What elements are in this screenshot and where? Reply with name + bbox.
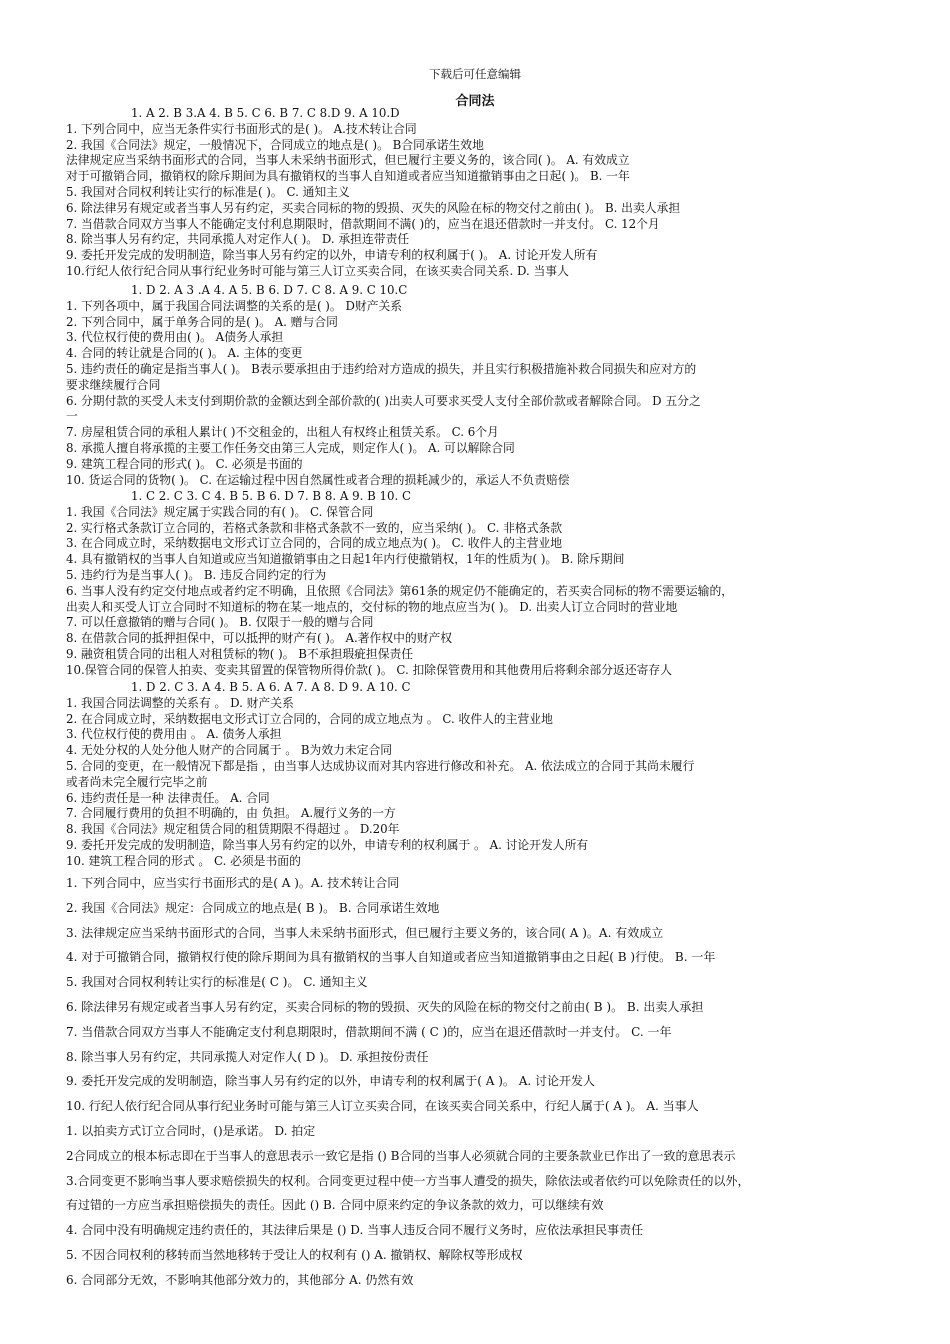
question-line: 2合同成立的根本标志即在于当事人的意思表示一致它是指 () B合同的当事人必须就合同的主要条款业已作出了一致的意思表示 [66, 1148, 736, 1163]
question-line: 3. 在合同成立时，采纳数据电文形式订立合同的，合同的成立地点为( )。 C. 收件人的主营业地 [66, 536, 563, 551]
document-title: 合同法 [455, 94, 495, 109]
question-line: 法律规定应当采纳书面形式的合同，当事人未采纳书面形式，但已履行主要义务的，该合同( )。 A. 有效成立 [66, 153, 630, 168]
question-line: 8. 在借款合同的抵押担保中，可以抵押的财产有( )。 A.著作权中的财产权 [66, 631, 453, 646]
question-line: 出卖人和买受人订立合同时不知道标的物在某一地点的，交付标的物的地点应当为( )。 D. 出卖人订立合同时的营业地 [66, 599, 678, 614]
question-line: 5. 不因合同权利的移转而当然地移转于受让人的权利有 () A. 撤销权、解除权等形成权 [66, 1247, 523, 1262]
question-line: 7. 当借款合同双方当事人不能确定支付利息期限时，借款期间不满( )的，应当在退还借款时一并支付。 C. 12个月 [66, 216, 660, 231]
question-line: 10.保管合同的保管人拍卖、变卖其留置的保管物所得价款( )。 C. 扣除保管费用和其他费用后将剩余部分返还寄存人 [66, 662, 673, 677]
answer-key-line: 1. A 2. B 3.A 4. B 5. C 6. B 7. C 8.D 9. A 10.D [131, 106, 400, 120]
question-line: 2. 我国《合同法》规定，一般情况下，合同成立的地点是( )。 B合同承诺生效地 [66, 137, 484, 152]
question-line: 9. 委托开发完成的发明制造，除当事人另有约定的以外，申请专利的权利属于( A )。 A. 讨论开发人 [66, 1074, 596, 1089]
question-line: 8. 除当事人另有约定，共同承揽人对定作人( D )。 D. 承担按份责任 [66, 1049, 429, 1064]
question-line: 4. 无处分权的人处分他人财产的合同属于 。 B为效力未定合同 [66, 743, 393, 758]
question-line: 一 [66, 409, 78, 424]
question-line: 6. 违约责任是一种 法律责任。 A. 合同 [66, 790, 270, 805]
question-line: 5. 违约责任的确定是指当事人( )。 B表示要承担由于违约给对方造成的损失，并且实行积极措施补救合同损失和应对方的 [66, 361, 697, 376]
question-line: 1. 下列合同中，应当无条件实行书面形式的是( )。 A.技术转让合同 [66, 121, 417, 136]
question-line: 要求继续履行合同 [66, 377, 161, 392]
question-line: 5. 违约行为是当事人( )。 B. 违反合同约定的行为 [66, 567, 327, 582]
question-line: 3.合同变更不影响当事人要求赔偿损失的权利。合同变更过程中使一方当事人遭受的损失，除依法或者依约可以免除责任的以外， [66, 1173, 750, 1188]
question-line: 有过错的一方应当承担赔偿损失的责任。因此 () B. 合同中原来约定的争议条款的效力，可以继续有效 [66, 1198, 604, 1213]
question-line: 6. 除法律另有规定或者当事人另有约定，买卖合同标的物的毁损、灭失的风险在标的物交付之前由( )。 B. 出卖人承担 [66, 200, 681, 215]
question-line: 3. 法律规定应当采纳书面形式的合同，当事人未采纳书面形式，但已履行主要义务的，该合同( A )。A. 有效成立 [66, 925, 664, 940]
question-line: 7. 房屋租赁合同的承租人累计( )不交租金的，出租人有权终止租赁关系。 C. 6个月 [66, 425, 499, 440]
question-line: 6. 分期付款的买受人未支付到期价款的金额达到全部价款的( )出卖人可要求买受人支付全部价款或者解除合同。 D 五分之 [66, 393, 701, 408]
page-header: 下载后可任意编辑 [429, 67, 521, 81]
question-line: 9. 融资租赁合同的出租人对租赁标的物( )。 B不承担瑕疵担保责任 [66, 646, 414, 661]
question-line: 9. 建筑工程合同的形式( )。 C. 必须是书面的 [66, 456, 303, 471]
question-line: 8. 承揽人擅自将承揽的主要工作任务交由第三人完成，则定作人( )。 A. 可以解除合同 [66, 440, 515, 455]
question-line: 3. 代位权行使的费用由 。 A. 债务人承担 [66, 727, 282, 742]
question-line: 2. 实行格式条款订立合同的，若格式条款和非格式条款不一致的，应当采纳( )。 C. 非格式条款 [66, 520, 563, 535]
question-line: 9. 委托开发完成的发明制造，除当事人另有约定的以外，申请专利的权利属于 。 A. 讨论开发人所有 [66, 837, 589, 852]
question-line: 对于可撤销合同，撤销权的除斥期间为具有撤销权的当事人自知道或者应当知道撤销事由之日起( )。 B. 一年 [66, 169, 630, 184]
question-line: 6. 除法律另有规定或者当事人另有约定，买卖合同标的物的毁损、灭失的风险在标的物交付之前由( B )。 B. 出卖人承担 [66, 999, 704, 1014]
question-line: 10. 建筑工程合同的形式 。 C. 必须是书面的 [66, 853, 301, 868]
question-line: 1. 下列合同中，应当实行书面形式的是( A )。A. 技术转让合同 [66, 876, 400, 890]
answer-key-line: 1. C 2. C 3. C 4. B 5. B 6. D 7. B 8. A 9. B 10. C [131, 489, 412, 503]
question-line: 5. 我国对合同权利转让实行的标准是( C )。 C. 通知主义 [66, 975, 368, 990]
question-line: 8. 除当事人另有约定，共同承揽人对定作人( )。 D. 承担连带责任 [66, 232, 410, 247]
section-3 [66, 489, 890, 679]
question-line: 7. 当借款合同双方当事人不能确定支付利息期限时，借款期间不满 ( C )的，应当在退还借款时一并支付。 C. 一年 [66, 1024, 672, 1039]
question-line: 10. 货运合同的货物( )。 C. 在运输过程中因自然属性或者合理的损耗减少的，承运人不负责赔偿 [66, 472, 570, 487]
section-5 [66, 871, 890, 1293]
question-line: 9. 委托开发完成的发明制造，除当事人另有约定的以外，申请专利的权利属于( )。 A. 讨论开发人所有 [66, 248, 598, 263]
question-line: 5. 我国对合同权利转让实行的标准是( )。 C. 通知主义 [66, 184, 350, 199]
section-2 [66, 283, 890, 488]
question-line: 3. 代位权行使的费用由( )。 A债务人承担 [66, 330, 284, 345]
question-line: 10. 行纪人依行纪合同从事行纪业务时可能与第三人订立买卖合同，在该买卖合同关系中，行纪人属于( A )。 A. 当事人 [66, 1099, 699, 1114]
question-line: 4. 对于可撤销合同，撤销权行使的除斥期间为具有撤销权的当事人自知道或者应当知道撤销事由之日起( B )行使。 B. 一年 [66, 950, 716, 965]
question-line: 8. 我国《合同法》规定租赁合同的租赁期限不得超过 。 D.20年 [66, 822, 400, 837]
question-line: 2. 下列合同中，属于单务合同的是( )。 A. 赠与合同 [66, 314, 338, 329]
question-line: 6. 当事人没有约定交付地点或者约定不明确，且依照《合同法》第61条的规定仍不能确定的，若买卖合同标的物不需要运输的， [66, 583, 734, 598]
question-line: 2. 在合同成立时，采纳数据电文形式订立合同的，合同的成立地点为 。 C. 收件人的主营业地 [66, 711, 553, 726]
question-line: 6. 合同部分无效，不影响其他部分效力的，其他部分 A. 仍然有效 [66, 1272, 414, 1287]
question-line: 4. 具有撤销权的当事人自知道或应当知道撤销事由之日起1年内行使撤销权，1年的性质为( )。 B. 除斥期间 [66, 552, 625, 567]
section-1 [66, 106, 890, 280]
section-4 [66, 680, 890, 870]
question-line: 1. 下列各项中，属于我国合同法调整的关系的是( )。 D财产关系 [66, 298, 403, 313]
question-line: 5. 合同的变更，在一般情况下都是指 ，由当事人达成协议而对其内容进行修改和补充。 A. 依法成立的合同于其尚未履行 [66, 758, 695, 773]
question-line: 10.行纪人依行纪合同从事行纪业务时可能与第三人订立买卖合同，在该买卖合同关系. D. 当事人 [66, 263, 569, 278]
question-line: 1. 我国合同法调整的关系有 。 D. 财产关系 [66, 695, 294, 710]
question-line: 7. 合同履行费用的负担不明确的，由 负担。 A.履行义务的一方 [66, 806, 396, 821]
question-line: 2. 我国《合同法》规定：合同成立的地点是( B )。 B. 合同承诺生效地 [66, 900, 440, 915]
question-line: 1. 我国《合同法》规定属于实践合同的有( )。 C. 保管合同 [66, 504, 374, 519]
question-line: 4. 合同中没有明确规定违约责任的，其法律后果是 () D. 当事人违反合同不履行义务时，应依法承担民事责任 [66, 1223, 644, 1238]
question-line: 1. 以拍卖方式订立合同时，()是承诺。 D. 拍定 [66, 1123, 316, 1138]
answer-key-line: 1. D 2. C 3. A 4. B 5. A 6. A 7. A 8. D 9. A 10. C [131, 680, 411, 694]
question-line: 7. 可以任意撤销的赠与合同( )。 B. 仅限于一般的赠与合同 [66, 615, 374, 630]
question-line: 或者尚未完全履行完毕之前 [66, 774, 208, 789]
answer-key-line: 1. D 2. A 3 .A 4. A 5. B 6. D 7. C 8. A 9. C 10.C [131, 283, 408, 297]
question-line: 4. 合同的转让就是合同的( )。 A. 主体的变更 [66, 346, 303, 361]
